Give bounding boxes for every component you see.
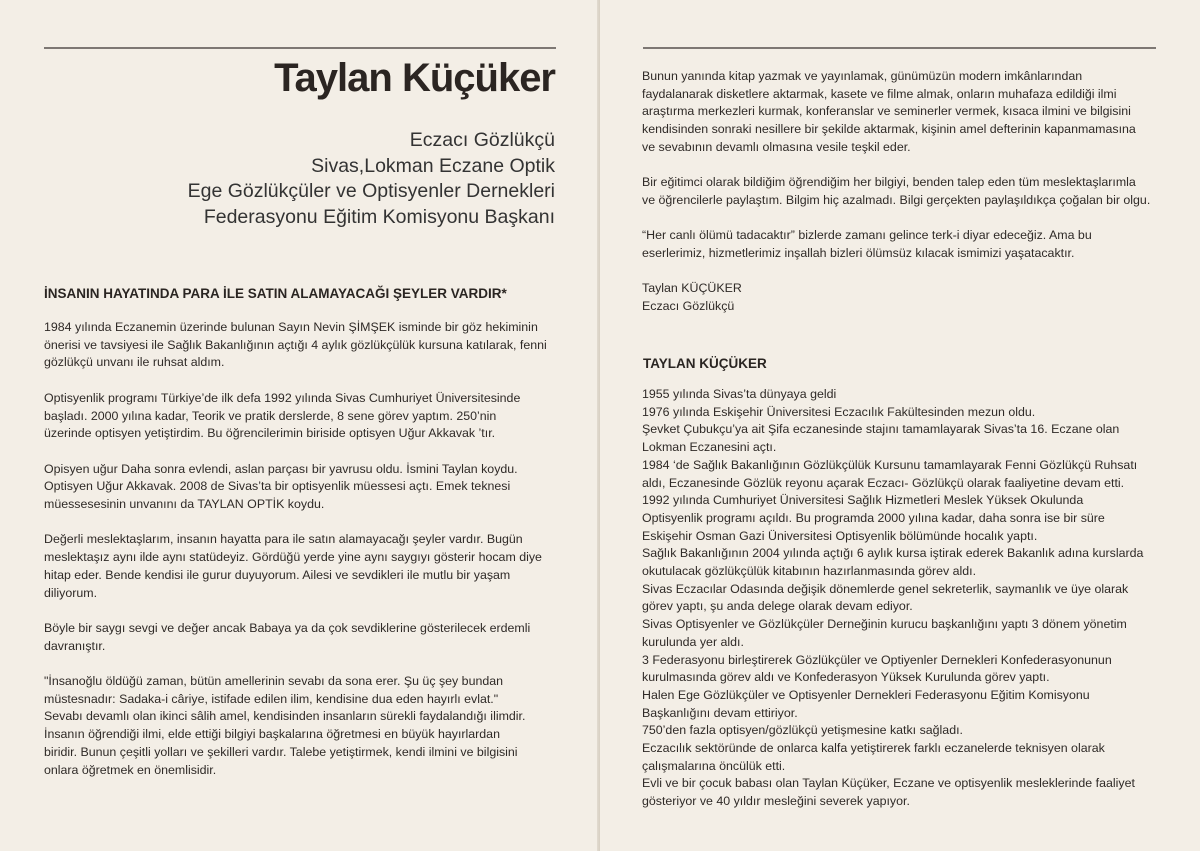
- right-page: [600, 0, 1200, 851]
- text-line: Opisyen uğur Daha sonra evlendi, aslan parçası bir yavrusu oldu. İsmini Taylan koydu.: [44, 461, 518, 476]
- text-line: üzerinde optisyen yetiştirdim. Bu öğrencilerimin biriside optisyen Uğur Akkavak ’tır.: [44, 426, 496, 441]
- bio-line: Optisyenlik programı açıldı. Bu programda 2000 yılına kadar, daha sonra ise bir süre: [642, 510, 1105, 525]
- bio-line: 1955 yılında Sivas’ta dünyaya geldi: [642, 387, 837, 401]
- text-line: Değerli meslektaşlarım, insanın hayatta para ile satın alamayacağı şeyler vardır. Bugün: [44, 532, 523, 547]
- text-line: gözlükçü unvanı ile ruhsat aldım.: [44, 355, 225, 370]
- paragraph: [642, 227, 1182, 262]
- article-continuation: [642, 68, 1182, 316]
- text-line: Taylan KÜÇÜKER: [642, 281, 742, 296]
- person-titles: [188, 128, 555, 230]
- text-line: “Her canlı ölümü tadacaktır” bizlerde zamanı gelince terk-i diyar edeceğiz. Ama bu: [642, 228, 1092, 243]
- bio-line: 1984 ‘de Sağlık Bakanlığının Gözlükçülük Kursunu tamamlayarak Fenni Gözlükçü Ruhsatı: [642, 457, 1138, 472]
- text-line: müessesesinin unvanını da TAYLAN OPTİK koydu.: [44, 497, 325, 511]
- bio-line: Sivas Optisyenler ve Gözlükçüler Derneğinin kurucu başkanlığını yaptı 3 dönem yönetim: [642, 617, 1127, 632]
- text-line: araştırma merkezleri kurmak, konferanslar ve seminerler vermek, kısaca ilmini ve bilgisini: [642, 104, 1131, 119]
- bio-line: aldı, Eczanesinde Gözlük reyonu açarak Eczacı- Gözlükçü olarak faaliyetine devam etti.: [642, 475, 1125, 490]
- bio-line: 1976 yılında Eskişehir Üniversitesi Eczacılık Fakültesinden mezun oldu.: [642, 404, 1036, 419]
- text-line: ve sevabının devamlı olmasına vesile teşkil eder.: [642, 139, 911, 154]
- bio-heading: TAYLAN KÜÇÜKER: [643, 356, 767, 371]
- text-line: Eczacı Gözlükçü: [642, 299, 735, 314]
- bio-line: kurulunda yer aldı.: [642, 634, 744, 649]
- bio-body: [642, 386, 1182, 811]
- text-line: kendisinden sonraki nesillere bir şekilde aktarmak, kişinin amel defterinin kapanmamasına: [642, 122, 1136, 137]
- bio-line: Sağlık Bakanlığının 2004 yılında açtığı 6 aylık kursa iştirak ederek Bakanlık adına kurslarda: [642, 546, 1144, 561]
- bio-line: Başkanlığını devam ettiriyor.: [642, 705, 798, 720]
- text-line: diliyorum.: [44, 585, 98, 600]
- text-line: başladı. 2000 yılına kadar, Teorik ve pratik derslerde, 8 sene görev yaptım. 250’nin: [44, 408, 497, 423]
- title-line: Eczacı Gözlükçü: [409, 129, 555, 151]
- text-line: eserlerimiz, hizmetlerimiz inşallah bizleri ölümsüz kılacak ismimizi yaşatacaktır.: [642, 246, 1075, 260]
- title-line: Sivas,Lokman Eczane Optik: [311, 154, 555, 177]
- text-line: ve öğrencilerle paylaştım. Bilgim hiç azalmadı. Bilgi gerçekten paylaşıldıkça çoğalan bir olgu.: [642, 192, 1151, 207]
- bio-line: 750’den fazla optisyen/gözlükçü yetişmesine katkı sağladı.: [642, 723, 963, 738]
- paragraph: [642, 68, 1182, 157]
- text-line: onlara öğretmek en önemlisidir.: [44, 762, 217, 777]
- text-line: Bir eğitimci olarak bildiğim öğrendiğim her bilgiyi, benden talep eden tüm meslektaşlarımla: [642, 175, 1136, 190]
- article-heading: İNSANIN HAYATINDA PARA İLE SATIN ALAMAYACAĞI ŞEYLER VARDIR*: [44, 286, 507, 301]
- paragraph: [44, 319, 574, 372]
- bio-line: 1992 yılında Cumhuriyet Üniversitesi Sağlık Hizmetleri Meslek Yüksek Okulunda: [642, 493, 1084, 508]
- text-line: meslektaşız aynı ilde aynı statüdeyiz. Gördüğü yerde yine aynı saygıyı gösterir hocam diye: [44, 550, 542, 565]
- paragraph: [44, 390, 574, 443]
- text-line: Sevabı devamlı olan ikinci sâlih amel, kendisinden insanların sürekli faydalandığı ilimdir.: [44, 709, 526, 724]
- text-line: Optisyen Uğur Akkavak. 2008 de Sivas’ta bir optisyenlik müessesi açtı. Emek teknesi: [44, 479, 511, 494]
- paragraph: [642, 174, 1182, 209]
- text-line: önerisi ve tavsiyesi ile Sağlık Bakanlığının açtığı 4 aylık gözlükçülük kursuna katılarak, fenni: [44, 337, 547, 352]
- bio-line: Eczacılık sektöründe de onlarca kalfa yetiştirerek farklı eczanelerde teknisyen olarak: [642, 741, 1105, 756]
- text-line: faydalanarak disketlere aktarmak, kasete ve filme almak, onların muhafaza edildiği ilmi: [642, 86, 1117, 101]
- text-line: Bunun yanında kitap yazmak ve yayınlamak, günümüzün modern imkânlarından: [642, 69, 1083, 83]
- text-line: 1984 yılında Eczanemin üzerinde bulunan Sayın Nevin ŞİMŞEK isminde bir göz hekiminin: [44, 320, 538, 334]
- paragraph: [642, 280, 1182, 315]
- title-line: Federasyonu Eğitim Komisyonu Başkanı: [203, 205, 555, 228]
- paragraph: [44, 673, 574, 779]
- text-line: müstesnadır: Sadaka-i câriye, istifade edilen ilim, kendisine dua eden hayırlı evlat.": [44, 691, 499, 706]
- person-name: Taylan Küçüker: [274, 56, 555, 100]
- bio-line: Evli ve bir çocuk babası olan Taylan Küçüker, Eczane ve optisyenlik mesleklerinde faaliyet: [642, 776, 1135, 791]
- text-line: davranıştır.: [44, 638, 106, 653]
- bio-line: kurulmasında görev aldı ve Konfederasyon Yüksek Kurulunda görev yaptı.: [642, 670, 1050, 685]
- bio-line: Halen Ege Gözlükçüler ve Optisyenler Dernekleri Federasyonu Eğitim Komisyonu: [642, 687, 1090, 702]
- bio-line: gösteriyor ve 40 yıldır mesleğini severek yapıyor.: [642, 794, 910, 809]
- bio-line: çalışmalarına öncülük etti.: [642, 758, 786, 773]
- bio-line: görev yaptı, şu anda delege olarak devam ediyor.: [642, 599, 913, 614]
- text-line: hitap eder. Bende kendisi ile gurur duyuyorum. Ailesi ve sevdikleri ile mutlu bir yaşam: [44, 567, 511, 582]
- paragraph: [44, 531, 574, 602]
- bio-line: okutulacak gözlükçülük kitabının hazırlanmasında görev aldı.: [642, 564, 977, 579]
- top-rule: [643, 47, 1156, 49]
- article-body: [44, 319, 574, 779]
- text-line: Optisyenlik programı Türkiye’de ilk defa 1992 yılında Sivas Cumhuriyet Üniversitesinde: [44, 390, 521, 405]
- text-line: "İnsanoğlu öldüğü zaman, bütün amellerinin sevabı da sona erer. Şu üç şey bundan: [44, 673, 504, 688]
- bio-line: Lokman Eczanesini açtı.: [642, 440, 777, 455]
- bio-line: Sivas Eczacılar Odasında değişik dönemlerde genel sekreterlik, saymanlık ve üye olarak: [642, 581, 1129, 596]
- top-rule: [44, 47, 556, 49]
- paragraph: [44, 461, 574, 514]
- paragraph: [44, 620, 574, 655]
- bio-line: Şevket Çubukçu’ya ait Şifa eczanesinde stajını tamamlayarak Sivas’ta 16. Eczane olan: [642, 422, 1120, 437]
- text-line: Böyle bir saygı sevgi ve değer ancak Babaya ya da çok sevdiklerine gösterilecek erdemli: [44, 620, 531, 635]
- text-line: İnsanın öğrendiği ilmi, elde ettiği bilgiyi başkalarına öğretmesi en büyük hayırlardan: [44, 727, 500, 742]
- bio-line: Eskişehir Osman Gazi Üniversitesi Optisyenlik bölümünde hocalık yaptı.: [642, 528, 1038, 543]
- text-line: biridir. Bunun çeşitli yolları ve şekilleri vardır. Talebe yetiştirmek, kendi ilmini ve bilgisini: [44, 744, 518, 759]
- bio-line: 3 Federasyonu birleştirerek Gözlükçüler ve Optiyenler Dernekleri Konfederasyonunun: [642, 652, 1112, 667]
- title-line: Ege Gözlükçüler ve Optisyenler Dernekleri: [187, 180, 555, 202]
